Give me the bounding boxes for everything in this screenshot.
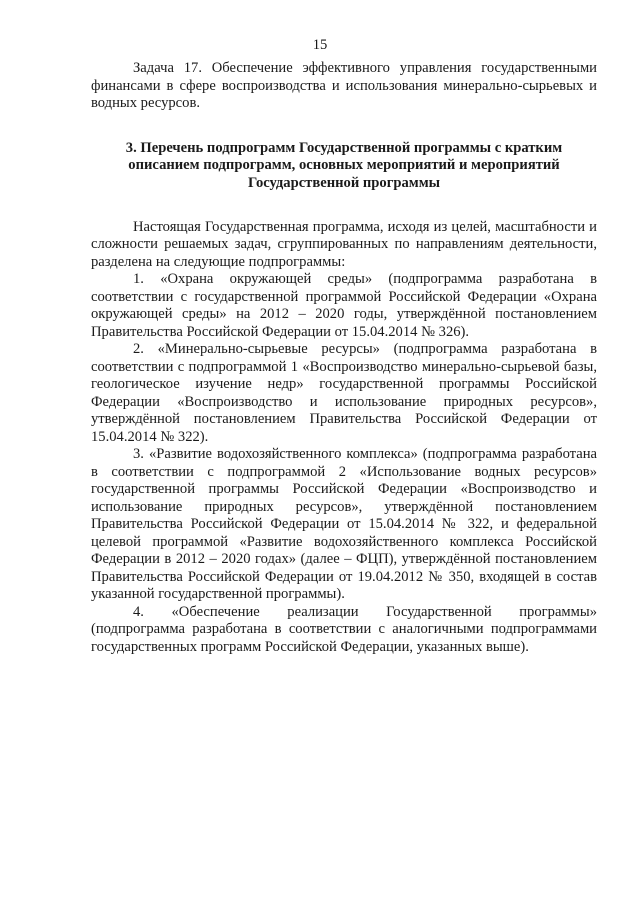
task-paragraph: Задача 17. Обеспечение эффективного управления государственными финансами в сфере воспроизводства и использования минерально-сырьевых и водных ресурсов. — [91, 60, 597, 111]
intro-paragraph: Настоящая Государственная программа, исходя из целей, масштабности и сложности решаемых задач, сгруппированных по направлениям деятельности, разделена на следующие подпрограммы: — [91, 218, 597, 270]
subprogram-item-1: 1. «Охрана окружающей среды» (подпрограмма разработана в соответствии с государственной программой Российской Федерации «Охрана окружающей среды» на 2012 – 2020 годы, утверждённой постановлением Правительства Российской Федерации от 15.04.2014 № 326). — [91, 271, 597, 340]
subprogram-item-3: 3. «Развитие водохозяйственного комплекса» (подпрограмма разработана в соответствии с подпрограммой 2 «Использование водных ресурсов» государственной программы Российской Федерации «Воспроизводство и использование природных ресурсов», утверждённой постановлением Правительства Российской Федерации от 15.04.2014 № 322, и федеральной целевой программой «Развитие водохозяйственного комплекса Российской Федерации в 2012 – 2020 годах» (далее – ФЦП), утверждённой постановлением Правительства Российской Федерации от 19.04.2012 № 350, входящей в состав указанной государственной программы). — [91, 446, 597, 603]
page-content — [91, 60, 597, 656]
section-heading: 3. Перечень подпрограмм Государственной программы с кратким описанием подпрограмм, основных мероприятий и мероприятий Государственной программы — [125, 139, 563, 192]
page-number: 15 — [312, 37, 328, 53]
subprogram-item-4: 4. «Обеспечение реализации Государственной программы» (подпрограмма разработана в соответствии с аналогичными подпрограммами государственных программ Российской Федерации, указанных выше). — [91, 603, 597, 655]
subprogram-item-2: 2. «Минерально-сырьевые ресурсы» (подпрограмма разработана в соответствии с подпрограммой 1 «Воспроизводство минерально-сырьевой базы, геологическое изучение недр» государственной программы Российской Федерации «Воспроизводство и использование природных ресурсов», утверждённой постановлением Правительства Российской Федерации от 15.04.2014 № 322). — [91, 341, 597, 445]
